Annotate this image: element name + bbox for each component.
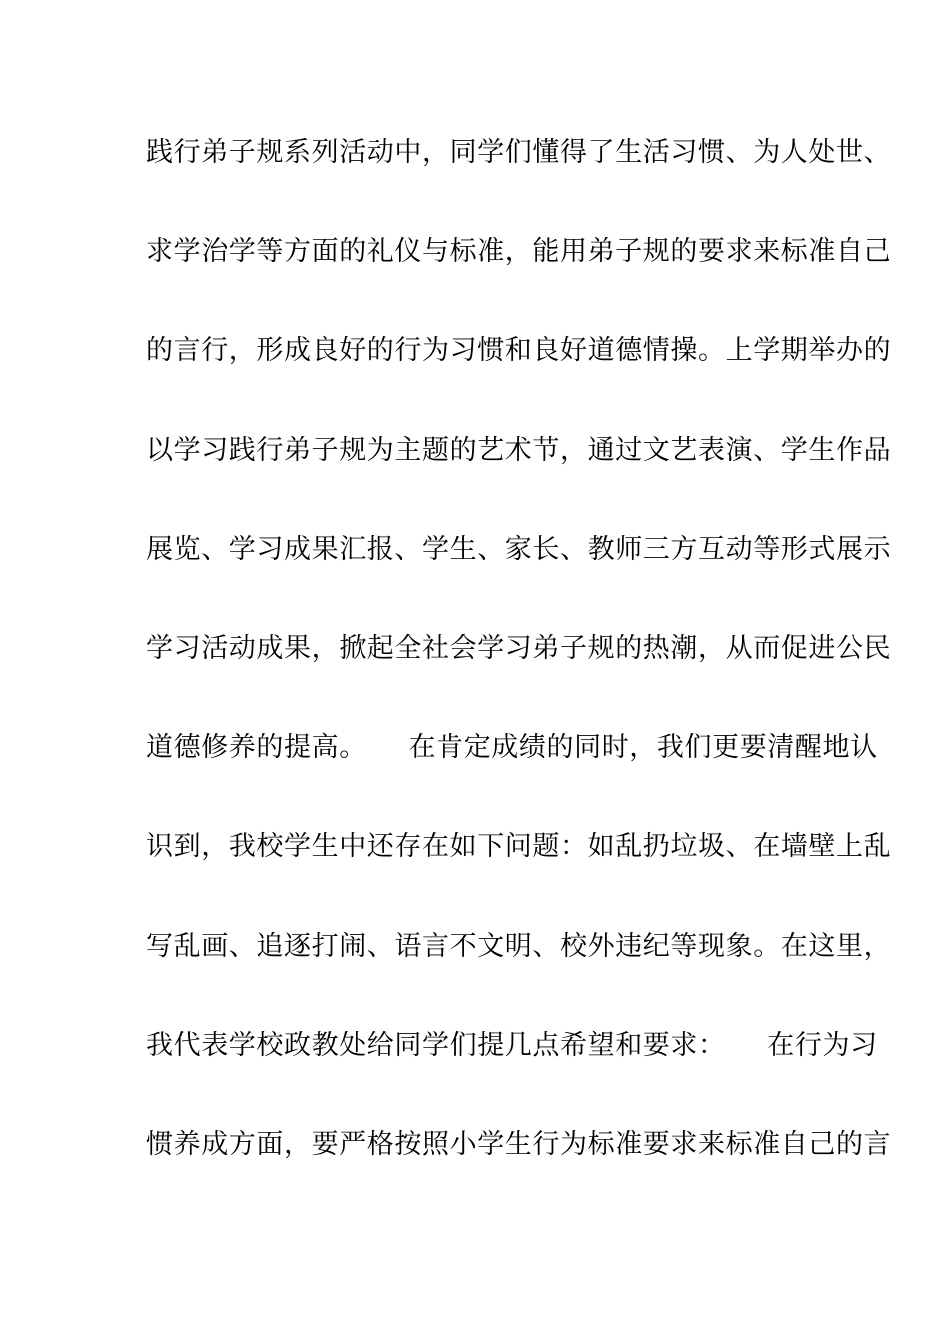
text-line-2: 求学治学等方面的礼仪与标准，能用弟子规的要求来标准自己 <box>146 236 892 268</box>
text-line-4: 以学习践行弟子规为主题的艺术节，通过文艺表演、学生作品 <box>146 434 892 466</box>
text-line-11: 惯养成方面，要严格按照小学生行为标准要求来标准自己的言 <box>146 1128 892 1160</box>
text-line-3: 的言行，形成良好的行为习惯和良好道德情操。上学期举办的 <box>146 335 892 367</box>
text-line-8: 识到，我校学生中还存在如下问题：如乱扔垃圾、在墙壁上乱 <box>146 831 892 863</box>
text-line-1: 践行弟子规系列活动中，同学们懂得了生活习惯、为人处世、 <box>146 137 892 168</box>
text-line-5: 展览、学习成果汇报、学生、家长、教师三方互动等形式展示 <box>146 533 892 565</box>
body-text <box>146 124 892 1215</box>
text-line-7: 道德修养的提高。 在肯定成绩的同时，我们更要清醒地认 <box>146 732 878 764</box>
text-line-10: 我代表学校政教处给同学们提几点希望和要求： 在行为习 <box>146 1029 878 1061</box>
text-line-9: 写乱画、追逐打闹、语言不文明、校外违纪等现象。在这里， <box>146 930 892 962</box>
text-line-6: 学习活动成果，掀起全社会学习弟子规的热潮，从而促进公民 <box>146 632 892 664</box>
